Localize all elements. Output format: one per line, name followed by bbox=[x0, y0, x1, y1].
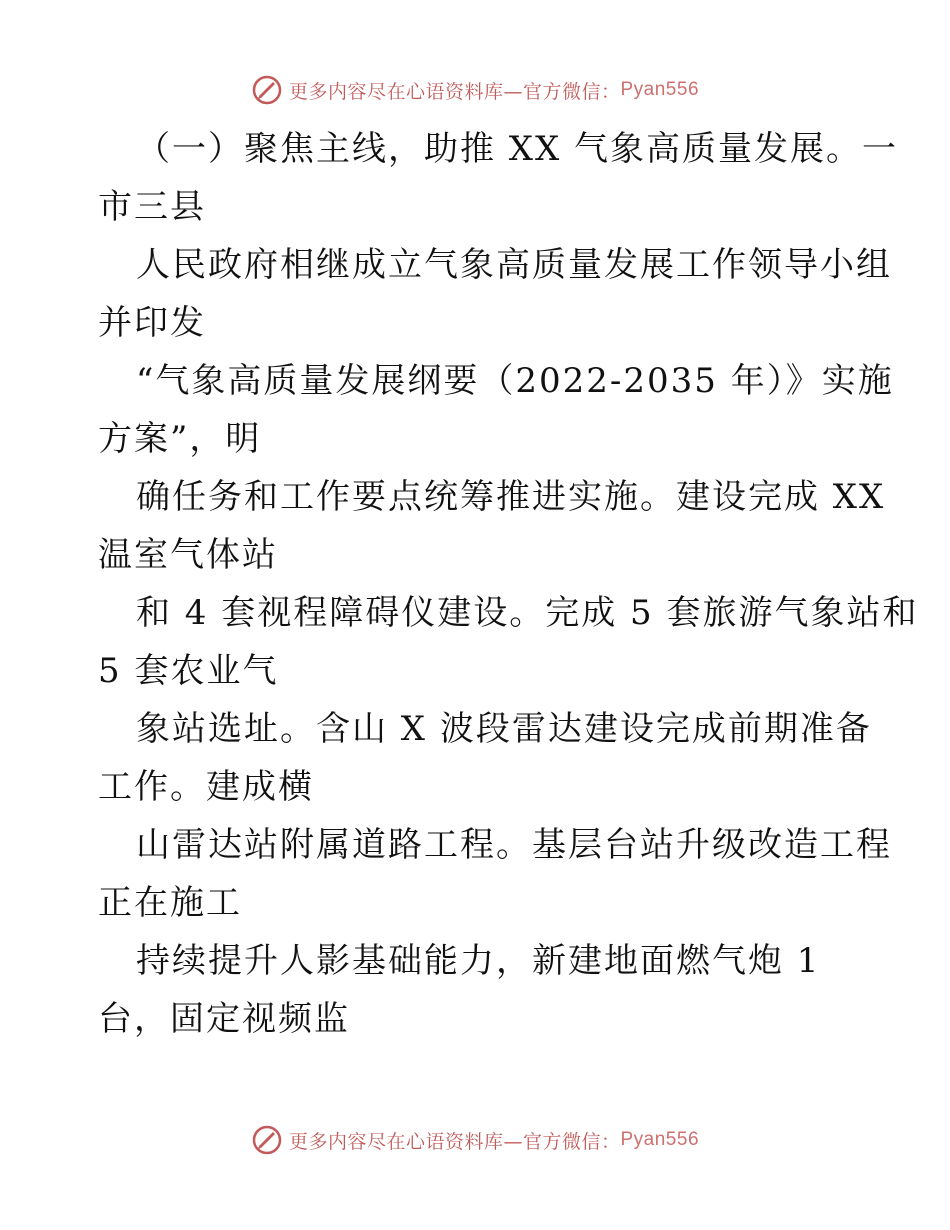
text-line: “气象高质量发展纲要（2022-2035 年）》实施 bbox=[136, 361, 894, 401]
text-line: 台，固定视频监 bbox=[98, 999, 350, 1039]
text-line: 确任务和工作要点统筹推进实施。建设完成 XX bbox=[136, 477, 886, 517]
watermark-banner-top bbox=[0, 70, 950, 110]
quill-logo-icon bbox=[251, 74, 283, 106]
text-line: 温室气体站 bbox=[98, 535, 278, 575]
watermark-wechat-id: Pyan556 bbox=[620, 79, 700, 100]
watermark-wechat-id: Pyan556 bbox=[620, 1129, 700, 1150]
watermark-text: 更多内容尽在心语资料库—官方微信： bbox=[288, 80, 621, 103]
text-line: 并印发 bbox=[98, 303, 206, 343]
text-line: 人民政府相继成立气象高质量发展工作领导小组 bbox=[136, 245, 892, 285]
text-line: 持续提升人影基础能力，新建地面燃气炮 1 bbox=[136, 941, 821, 981]
watermark-text: 更多内容尽在心语资料库—官方微信： bbox=[288, 1130, 621, 1153]
text-line: 市三县 bbox=[98, 187, 206, 227]
document-body bbox=[98, 120, 919, 1048]
text-line: 正在施工 bbox=[98, 883, 242, 923]
text-line: 5 套农业气 bbox=[98, 651, 279, 691]
quill-logo-icon bbox=[251, 1124, 283, 1156]
text-line: 方案”，明 bbox=[98, 419, 262, 459]
text-line: 山雷达站附属道路工程。基层台站升级改造工程 bbox=[136, 825, 892, 865]
text-line: 象站选址。含山 X 波段雷达建设完成前期准备 bbox=[136, 709, 872, 749]
text-line: 和 4 套视程障碍仪建设。完成 5 套旅游气象站和 bbox=[136, 593, 919, 633]
watermark-banner-bottom bbox=[0, 1120, 950, 1160]
text-line: （一）聚焦主线，助推 XX 气象高质量发展。一 bbox=[136, 129, 899, 169]
paragraph bbox=[98, 120, 919, 1048]
text-line: 工作。建成横 bbox=[98, 767, 314, 807]
